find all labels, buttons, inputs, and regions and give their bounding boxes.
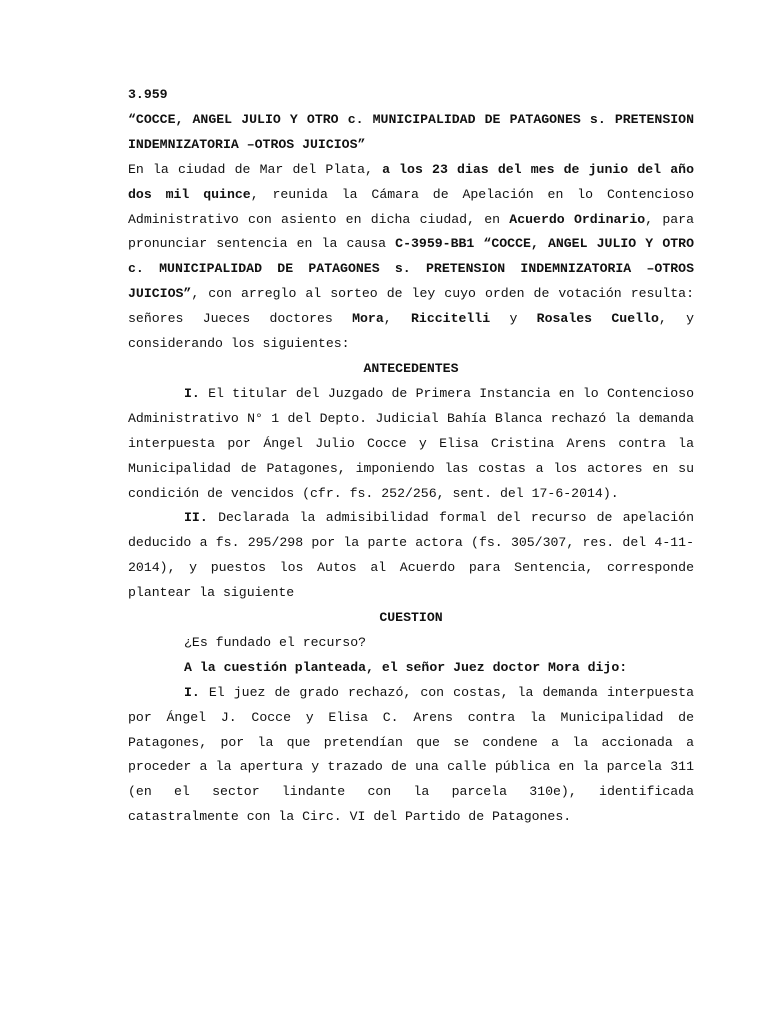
case-title: “COCCE, ANGEL JULIO Y OTRO c. MUNICIPALIDAD DE PATAGONES s. PRETENSION INDEMNIZATORIA –OTROS JUICIOS” — [128, 111, 694, 152]
intro-paragraph: En la ciudad de Mar del Plata, a los 23 dias del mes de junio del año dos mil quince, reunida la Cámara de Apelación en lo Contencioso Administrativo con asiento en dicha ciudad, en Acuerdo Ordinario, para pronunciar sentencia en la causa C-3959-BB1 “COCCE, ANGEL JULIO Y OTRO c. MUNICIPALIDAD DE PATAGONES s. PRETENSION INDEMNIZATORIA –OTROS JUICIOS”, con arreglo al sorteo de ley cuyo orden de votación resulta: señores Jueces doctores Mora, Riccitelli y Rosales Cuello, y considerando los siguientes: — [128, 161, 695, 352]
antecedente-1: I. El titular del Juzgado de Primera Instancia en lo Contencioso Administrativo N° 1 del Depto. Judicial Bahía Blanca rechazó la demanda interpuesta por Ángel Julio Cocce y Elisa Cristina Arens contra la Municipalidad de Patagones, imponiendo las costas a los actores en su condición de vencidos (cfr. fs. 252/256, sent. del 17-6-2014). — [128, 385, 694, 501]
document-page — [128, 83, 694, 830]
heading-cuestion: CUESTION — [379, 610, 443, 626]
question: ¿Es fundado el recurso? — [184, 634, 367, 650]
case-number: 3.959 — [128, 87, 168, 102]
heading-antecedentes: ANTECEDENTES — [363, 360, 459, 376]
antecedente-2: II. Declarada la admisibilidad formal del recurso de apelación deducido a fs. 295/298 por la parte actora (fs. 305/307, res. del 4-11-2014), y puestos los Autos al Acuerdo para Sentencia, corresponde plantear la siguiente — [128, 510, 694, 601]
vote-paragraph-1: I. El juez de grado rechazó, con costas, la demanda interpuesta por Ángel J. Cocce y Elisa C. Arens contra la Municipalidad de Patagones, por la que pretendían que se condene a la accionada a proceder a la apertura y trazado de una calle pública en la parcela 311 (en el sector lindante con la parcela 310e), identificada catastralmente con la Circ. VI del Partido de Patagones. — [128, 684, 694, 825]
vote-intro: A la cuestión planteada, el señor Juez doctor Mora dijo: — [184, 659, 628, 675]
